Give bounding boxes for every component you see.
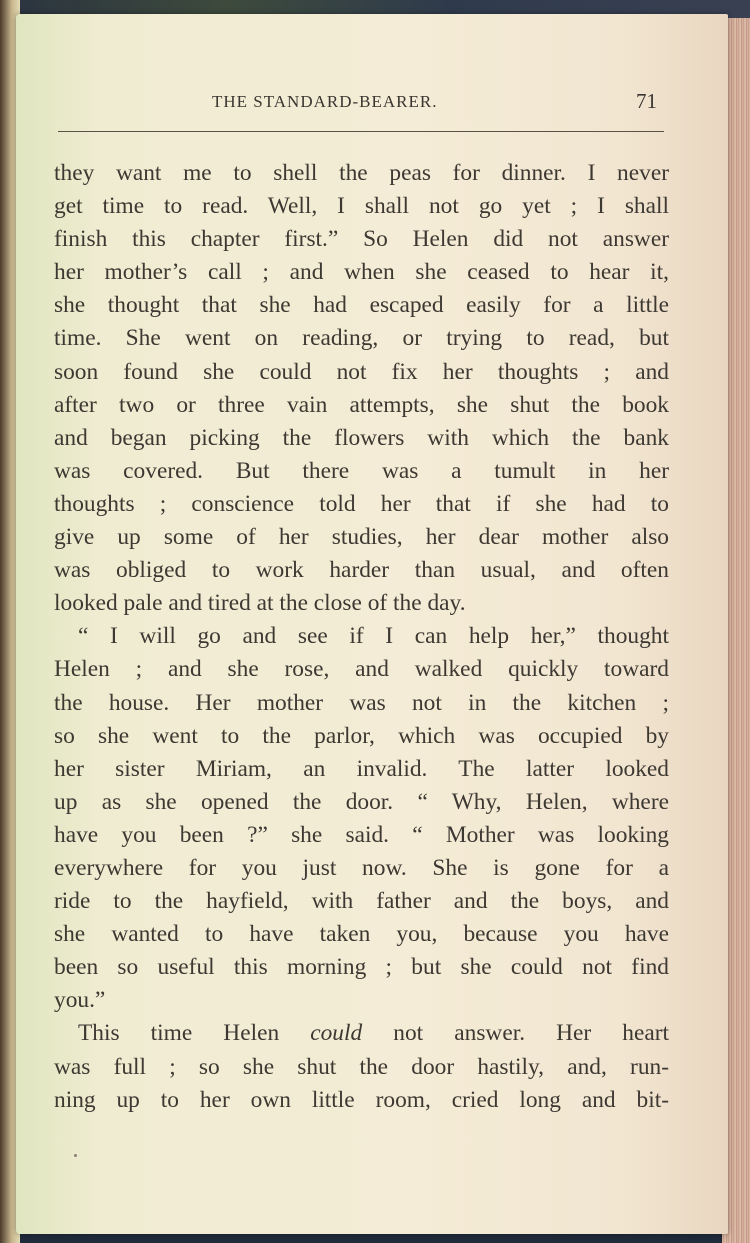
text-fragment: This time Helen <box>78 1020 280 1047</box>
text-line: her sister Miriam, an invalid. The latter looked <box>54 755 669 782</box>
text-line: give up some of her studies, her dear mother also <box>54 524 669 551</box>
text-line: was obliged to work harder than usual, and often <box>54 557 669 584</box>
text-line: ning up to her own little room, cried long and bit- <box>54 1086 669 1113</box>
text-line: after two or three vain attempts, she shut the book <box>54 391 669 418</box>
text-line: been so useful this morning ; but she could not find <box>54 954 669 981</box>
header-rule <box>58 131 664 132</box>
running-title: THE STANDARD-BEARER. <box>212 92 438 111</box>
text-line: so she went to the parlor, which was occupied by <box>54 722 669 749</box>
text-line: and began picking the flowers with which the bank <box>54 424 669 451</box>
text-line: her mother’s call ; and when she ceased to hear it, <box>54 259 669 286</box>
text-line: you.” <box>54 987 106 1014</box>
text-line: ride to the hayfield, with father and the boys, and <box>54 888 669 915</box>
text-line: Helen ; and she rose, and walked quickly toward <box>54 656 669 683</box>
text-line: thoughts ; conscience told her that if she had to <box>54 490 669 517</box>
text-line: she wanted to have taken you, because you have <box>54 921 669 948</box>
text-line: everywhere for you just now. She is gone for a <box>54 854 669 881</box>
text-fragment: not answer. Her heart <box>393 1020 669 1047</box>
text-line: “ I will go and see if I can help her,” thought <box>78 623 669 650</box>
text-line: looked pale and tired at the close of the day. <box>54 590 466 617</box>
running-header <box>16 89 728 122</box>
text-line: was full ; so she shut the door hastily, and, run- <box>54 1053 669 1080</box>
italic-word: could <box>310 1020 363 1047</box>
text-line: have you been ?” she said. “ Mother was looking <box>54 821 669 848</box>
text-line: they want me to shell the peas for dinner. I never <box>54 160 669 186</box>
text-line: finish this chapter first.” So Helen did not answer <box>54 226 669 253</box>
text-line: was covered. But there was a tumult in her <box>54 457 669 484</box>
text-line: time. She went on reading, or trying to read, but <box>54 325 669 352</box>
text-line-with-italic <box>54 1017 669 1050</box>
ink-speck <box>74 1154 77 1157</box>
book-page <box>16 14 728 1234</box>
text-line: the house. Her mother was not in the kitchen ; <box>54 689 669 716</box>
text-line: get time to read. Well, I shall not go yet ; I shall <box>54 193 669 220</box>
text-line: up as she opened the door. “ Why, Helen, where <box>54 788 669 815</box>
page-number: 71 <box>636 89 657 113</box>
body-text <box>54 157 669 1117</box>
text-line: she thought that she had escaped easily for a little <box>54 292 669 319</box>
text-line: soon found she could not fix her thoughts ; and <box>54 358 669 385</box>
